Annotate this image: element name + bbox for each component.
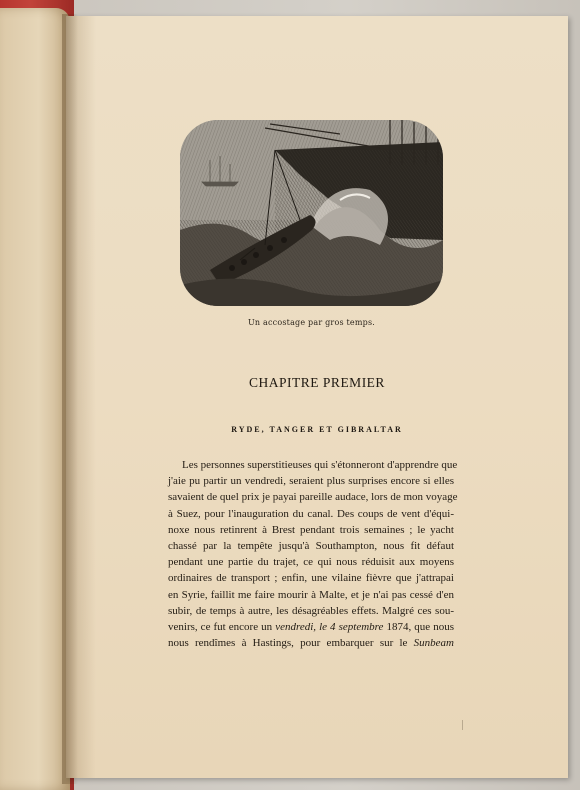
italic-text-fragment: vendredi, le 4 septembre — [275, 621, 384, 634]
text-line: à Suez, pour l'inauguration du canal. Des coups de vent d'équi- — [168, 507, 454, 520]
text-fragment: nous rendîmes à Hastings, pour embarquer sur le — [168, 637, 414, 650]
left-page — [0, 8, 70, 790]
italic-text-fragment: Sunbeam — [413, 637, 454, 650]
page-gutter-shadow — [62, 14, 78, 784]
text-line: noxe nous retinrent à Brest pendant trois semaines ; le yacht — [168, 523, 454, 536]
pencil-mark — [462, 720, 463, 730]
text-fragment: 1874, que nous — [383, 621, 454, 634]
chapter-body-text — [168, 457, 458, 651]
text-line: pendant une partie du trajet, ce qui nous réduisit aux moyens — [168, 556, 454, 569]
text-line: Les personnes superstitieuses qui s'étonneront d'apprendre que — [182, 459, 458, 471]
text-line: chassé par la tempête jusqu'à Southampton, nous fit défaut — [168, 540, 454, 553]
chapter-subtitle: RYDE, TANGER ET GIBRALTAR — [231, 425, 403, 434]
illustration-caption: Un accostage par gros temps. — [247, 318, 376, 327]
chapter-title: CHAPITRE PREMIER — [249, 375, 385, 390]
text-line — [168, 619, 454, 635]
text-line: ordinaires de transport ; enfin, une vilaine fièvre que j'attrapai — [168, 572, 454, 585]
engraving-illustration — [180, 120, 443, 306]
text-line: j'aie pu partir un vendredi, seraient plus surprises encore si elles — [168, 475, 454, 488]
text-line — [168, 635, 454, 651]
text-line: savaient de quel prix je payai pareille audace, lors de mon voyage — [168, 491, 458, 504]
text-line: subir, de temps à autre, les désagréables effets. Malgré ces sou- — [168, 604, 454, 617]
text-line: en Syrie, faillit me faire mourir à Malte, et je n'ai pas cessé d'en — [168, 588, 454, 601]
text-fragment: venirs, ce fut encore un — [168, 621, 276, 634]
